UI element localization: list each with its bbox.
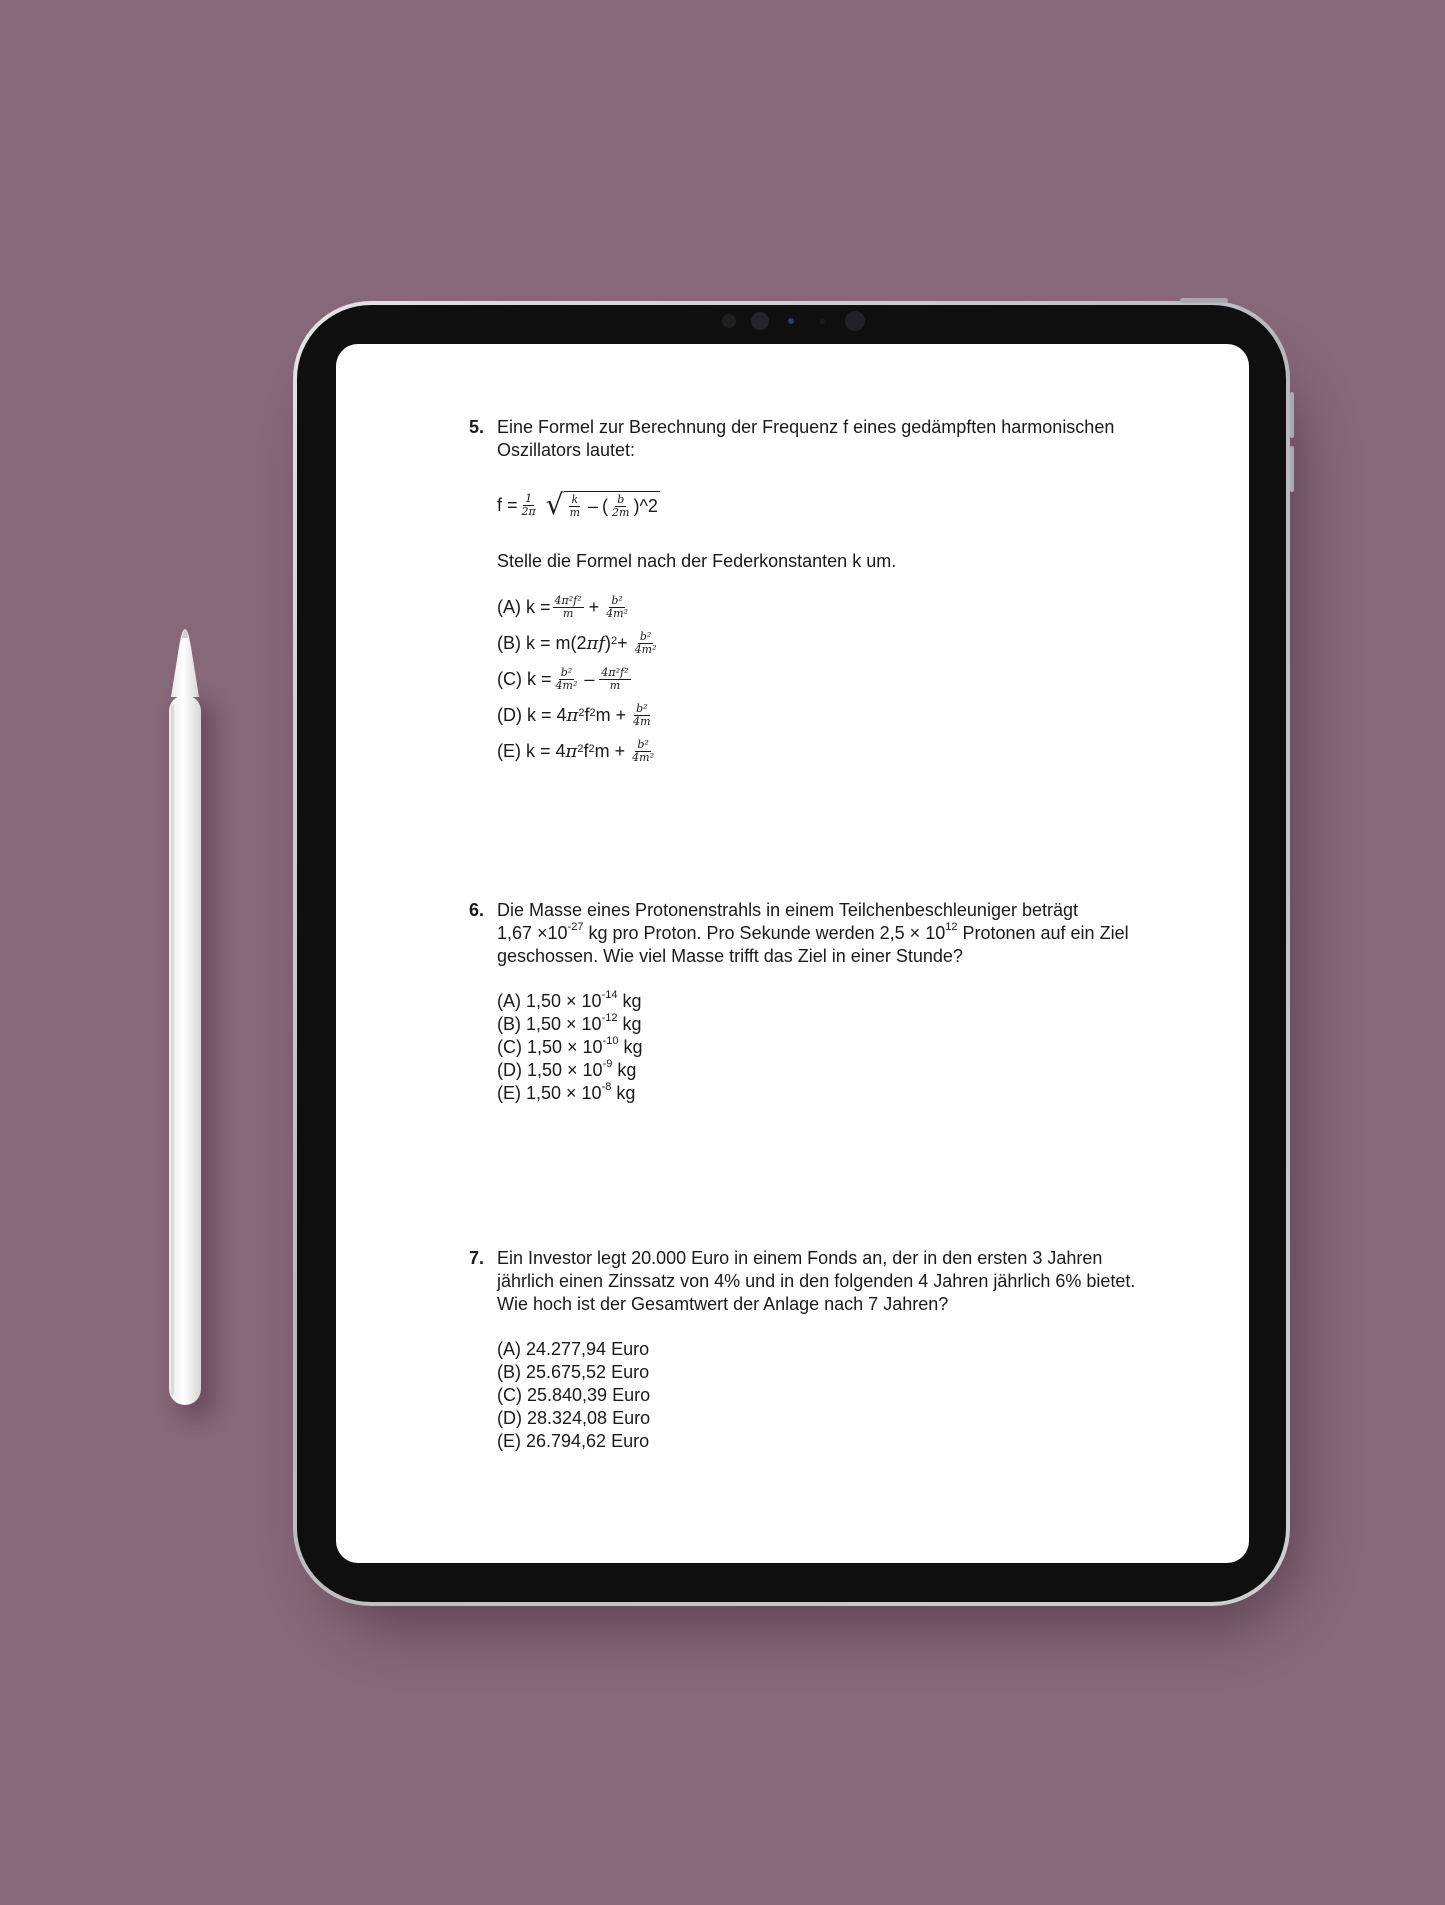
- question-7: [469, 1247, 1169, 1453]
- option-text: m +: [594, 740, 626, 761]
- answer-option-c: (C) 25.840,39 Euro: [497, 1385, 651, 1405]
- answer-option-a: [497, 589, 1169, 625]
- fraction-denominator: m: [562, 606, 574, 620]
- fraction-denominator: 2m: [612, 506, 630, 519]
- option-fraction: [633, 631, 659, 656]
- question-text-line: Ein Investor legt 20.000 Euro in einem Fonds an, der in den ersten 3 Jahren: [497, 1248, 1103, 1268]
- option-math: π: [566, 704, 579, 726]
- square-root: [545, 488, 660, 521]
- formula-minus: –: [588, 496, 599, 516]
- fraction-numerator: b²: [560, 665, 573, 679]
- formula-term-b-over-2m: [610, 494, 631, 519]
- option-fraction: [554, 667, 580, 692]
- option-text: kg: [611, 1083, 636, 1103]
- option-exponent: -12: [601, 1012, 618, 1024]
- exponent: 12: [945, 921, 958, 933]
- volume-up-button: [1290, 392, 1294, 438]
- answer-option-b: (B) 25.675,52 Euro: [497, 1362, 650, 1382]
- answer-options: [497, 1338, 1169, 1453]
- fraction-numerator: b²: [611, 593, 623, 607]
- proximity-sensor-icon: [820, 319, 825, 324]
- fraction-denominator: 4m²: [606, 606, 628, 620]
- question-text-line: Oszillators lautet:: [497, 440, 636, 460]
- document-page: [336, 344, 1249, 1563]
- option-math: πf: [586, 632, 606, 654]
- text-segment: Protonen auf ein Ziel: [957, 923, 1129, 943]
- fraction-denominator: m: [609, 678, 621, 692]
- question-text-line: Die Masse eines Protonenstrahls in einem Teilchenbeschleuniger beträgt: [497, 900, 1079, 920]
- text-segment: kg pro Proton. Pro Sekunde werden 2,5 × 10: [583, 923, 946, 943]
- fraction-numerator: b²: [636, 701, 648, 715]
- damped-oscillator-formula: [497, 482, 1169, 528]
- option-text: kg: [617, 1014, 642, 1034]
- tablet-screen: [336, 344, 1249, 1563]
- question-text-line: [497, 922, 1169, 945]
- answer-option-d: [497, 1059, 1169, 1082]
- square-root-icon: √: [545, 488, 564, 521]
- option-text: f: [583, 740, 589, 761]
- fraction-denominator: 4m: [633, 714, 651, 728]
- question-text: [497, 899, 1169, 968]
- answer-option-c: [497, 1036, 1169, 1059]
- option-text: (E) 1,50 × 10: [497, 1083, 602, 1103]
- option-operator: +: [617, 632, 628, 653]
- option-label: (E) k = 4: [497, 740, 566, 761]
- option-text: kg: [618, 1037, 643, 1057]
- answer-option-e: (E) k = 4 π $^2$ f $^2$ m + $\frac{\text{b²}}{\text{4m²}}$: [497, 737, 654, 764]
- option-exponent: -8: [601, 1081, 612, 1093]
- option-fraction: [604, 595, 630, 620]
- answer-option-a: (A) 24.277,94 Euro: [497, 1339, 650, 1359]
- option-text: kg: [612, 1060, 637, 1080]
- fraction-denominator: 4m²: [632, 750, 654, 764]
- square-root-body: [564, 491, 660, 519]
- answer-options: [497, 589, 1169, 769]
- camera-icon: [751, 312, 769, 330]
- answer-option-c: [497, 661, 1169, 697]
- option-exponent: -14: [601, 989, 618, 1001]
- formula-coefficient: [520, 493, 538, 518]
- volume-down-button: [1290, 446, 1294, 492]
- option-operator: +: [588, 596, 600, 617]
- option-label: (C) k =: [497, 668, 552, 689]
- fraction-denominator: 4m²: [634, 642, 657, 656]
- fraction-numerator: 4π²f²: [554, 593, 582, 607]
- question-instruction: Stelle die Formel nach der Federkonstanten k um.: [497, 551, 897, 571]
- text-segment: 1,67 ×10: [497, 923, 568, 943]
- option-text: kg: [617, 991, 642, 1011]
- question-text: [497, 416, 1169, 462]
- answer-option-e: (E) 26.794,62 Euro: [497, 1431, 650, 1451]
- option-fraction: [599, 667, 630, 692]
- sensor-icon: [722, 314, 736, 328]
- exponent: -27: [567, 921, 584, 933]
- option-text: (C) 1,50 × 10: [497, 1037, 603, 1057]
- indicator-light-icon: [788, 318, 794, 324]
- fraction-denominator: m: [569, 506, 581, 519]
- top-button: [1180, 298, 1228, 303]
- option-exponent: -9: [602, 1058, 613, 1070]
- fraction-numerator: b²: [639, 629, 652, 643]
- formula-term-k-over-m: [568, 494, 582, 519]
- fraction-numerator: k: [571, 493, 579, 506]
- answer-option-a: [497, 990, 1169, 1013]
- formula-paren-close: )^2: [633, 496, 658, 516]
- option-math: π: [565, 740, 578, 762]
- answer-option-d: (D) 28.324,08 Euro: [497, 1408, 651, 1428]
- option-label: (D) k = 4: [497, 704, 567, 725]
- option-text: ): [605, 632, 612, 653]
- question-number: 5.: [469, 417, 485, 437]
- question-number: 6.: [469, 900, 485, 920]
- formula-paren-open: (: [602, 496, 609, 516]
- option-fraction: [631, 703, 652, 728]
- fraction-numerator: 4π²f²: [601, 665, 629, 679]
- answer-option-e: [497, 1082, 1169, 1105]
- answer-option-d: (D) k = 4 π $^2$ f $^2$ m + $\frac{\text{b²}}{4m}$: [497, 701, 651, 728]
- answer-options: [497, 990, 1169, 1105]
- option-fraction: [630, 739, 656, 764]
- question-text: [497, 1247, 1169, 1316]
- option-text: (B) 1,50 × 10: [497, 1014, 602, 1034]
- option-fraction: [553, 595, 584, 620]
- option-label: (B) k = m(2: [497, 632, 587, 653]
- option-text: f: [584, 704, 590, 725]
- option-exponent: -10: [602, 1035, 619, 1047]
- option-text: (D) 1,50 × 10: [497, 1060, 603, 1080]
- fraction-numerator: b²: [637, 737, 649, 751]
- option-text: m +: [595, 704, 627, 725]
- answer-option-b: (B) k = m(2 πf ) $^2$ + $\frac{\text{b²}}{\text{4m²}}$: [497, 629, 657, 656]
- fraction-numerator: b: [617, 493, 625, 506]
- option-text: (A) 1,50 × 10: [497, 991, 602, 1011]
- option-operator: –: [584, 668, 595, 689]
- face-id-camera-icon: [845, 311, 865, 331]
- fraction-denominator: 4m²: [555, 678, 578, 692]
- question-5: [469, 416, 1169, 769]
- answer-option-b: [497, 1013, 1169, 1036]
- question-6: [469, 899, 1169, 1105]
- question-text-line: geschossen. Wie viel Masse trifft das Ziel in einer Stunde?: [497, 946, 963, 966]
- question-text-line: Eine Formel zur Berechnung der Frequenz f eines gedämpften harmonischen: [497, 417, 1115, 437]
- stylus-pencil-icon: [163, 625, 207, 1415]
- formula-lhs: f =: [497, 494, 518, 515]
- fraction-numerator: 1: [525, 491, 533, 505]
- question-text-line: jährlich einen Zinssatz von 4% und in den folgenden 4 Jahren jährlich 6% bietet.: [497, 1271, 1136, 1291]
- fraction-denominator: 2π: [521, 504, 536, 518]
- question-text-line: Wie hoch ist der Gesamtwert der Anlage nach 7 Jahren?: [497, 1294, 949, 1314]
- option-label: (A) k =: [497, 596, 551, 617]
- question-number: 7.: [469, 1248, 485, 1268]
